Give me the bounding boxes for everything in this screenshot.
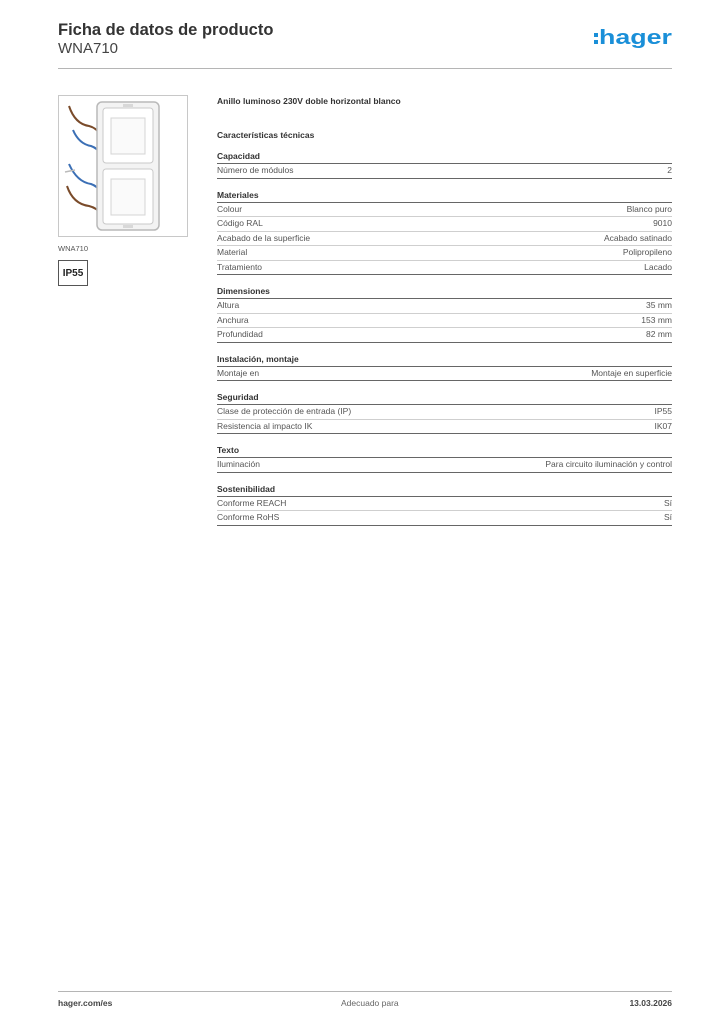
hager-logo xyxy=(594,27,674,57)
spec-label: Material xyxy=(217,247,248,257)
footer-date: 13.03.2026 xyxy=(629,998,672,1008)
spec-label: Clase de protección de entrada (IP) xyxy=(217,406,352,416)
spec-row xyxy=(217,511,672,526)
footer-website: hager.com/es xyxy=(58,998,113,1008)
spec-value: Sí xyxy=(663,512,672,522)
footer-divider xyxy=(58,991,672,992)
section-title: Seguridad xyxy=(217,391,672,405)
spec-label: Colour xyxy=(217,203,243,214)
spec-value: Blanco puro xyxy=(626,203,672,214)
section-title: Capacidad xyxy=(217,150,672,164)
spec-row xyxy=(217,246,672,261)
page-title: Ficha de datos de producto xyxy=(58,21,274,39)
logo-dot-top xyxy=(594,33,598,37)
spec-label: Profundidad xyxy=(217,329,263,339)
spec-label: Acabado de la superficie xyxy=(217,232,311,243)
spec-value: Acabado satinado xyxy=(603,232,672,243)
header-divider xyxy=(58,68,672,69)
spec-value: 9010 xyxy=(653,218,672,228)
spec-value: 153 mm xyxy=(641,314,672,325)
spec-label: Número de módulos xyxy=(217,165,294,175)
section-title: Texto xyxy=(217,444,672,458)
spec-value: Montaje en superficie xyxy=(591,367,672,378)
spec-row xyxy=(217,217,672,232)
spec-label: Conforme RoHS xyxy=(217,512,280,522)
spec-row xyxy=(217,367,672,382)
logo-dot-bottom xyxy=(594,40,598,44)
spec-label: Conforme REACH xyxy=(217,497,287,508)
spec-row xyxy=(217,420,672,435)
section-title: Sostenibilidad xyxy=(217,483,672,497)
spec-row xyxy=(217,328,672,343)
product-photo xyxy=(58,95,188,237)
spec-section xyxy=(217,285,672,343)
product-description: Anillo luminoso 230V doble horizontal blanco xyxy=(217,96,401,106)
spec-value: IK07 xyxy=(654,420,672,431)
spec-label: Iluminación xyxy=(217,459,260,469)
footer-note: Adecuado para xyxy=(341,998,399,1008)
spec-value: Lacado xyxy=(644,261,672,272)
spec-value: Para circuito iluminación y control xyxy=(545,459,672,469)
spec-section xyxy=(217,150,672,179)
spec-row xyxy=(217,497,672,512)
product-reference: WNA710 xyxy=(58,40,119,57)
spec-section xyxy=(217,444,672,473)
spec-value: Sí xyxy=(663,497,672,508)
spec-row xyxy=(217,164,672,179)
spec-label: Anchura xyxy=(217,314,249,325)
spec-row xyxy=(217,232,672,247)
spec-value: Polipropileno xyxy=(622,247,672,257)
spec-label: Código RAL xyxy=(217,218,263,228)
spec-content xyxy=(217,95,672,536)
spec-row xyxy=(217,299,672,314)
section-title: Dimensiones xyxy=(217,285,672,299)
image-caption: WNA710 xyxy=(58,244,89,253)
spec-label: Tratamiento xyxy=(217,261,263,272)
spec-section xyxy=(217,391,672,434)
section-title: Materiales xyxy=(217,189,672,203)
spec-value: 82 mm xyxy=(646,329,672,339)
spec-row xyxy=(217,458,672,473)
spec-section xyxy=(217,353,672,382)
logo-wordmark: hager xyxy=(599,27,673,49)
spec-row xyxy=(217,314,672,329)
spec-label: Altura xyxy=(217,300,240,310)
section-title: Instalación, montaje xyxy=(217,353,672,367)
spec-section xyxy=(217,189,672,276)
spec-value: IP55 xyxy=(654,406,672,416)
spec-sections xyxy=(217,150,672,526)
spec-value: 2 xyxy=(667,165,672,175)
spec-value: 35 mm xyxy=(646,300,672,310)
spec-section xyxy=(217,483,672,526)
spec-label: Montaje en xyxy=(217,367,260,378)
spec-label: Resistencia al impacto IK xyxy=(217,420,313,431)
spec-row xyxy=(217,203,672,218)
ip-rating-badge: IP55 xyxy=(58,260,88,286)
spec-row xyxy=(217,405,672,420)
spec-row xyxy=(217,261,672,276)
tech-characteristics-heading: Características técnicas xyxy=(217,130,315,140)
